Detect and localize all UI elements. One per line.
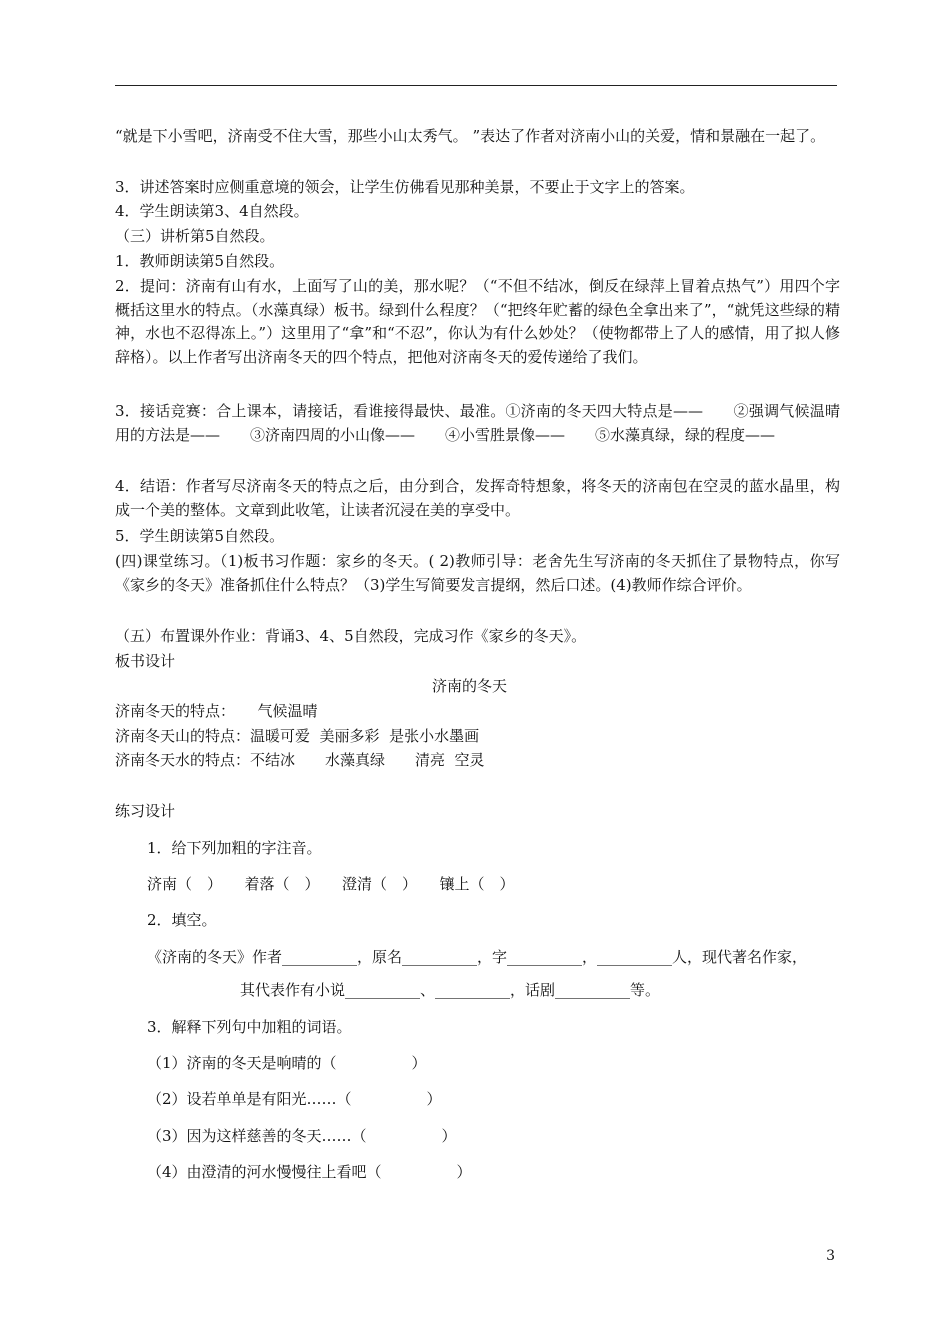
exercise-q3-item: （2）设若单单是有阳光……（ ） [147, 1090, 442, 1108]
exercise-q3-item: （1）济南的冬天是响晴的（ ） [147, 1054, 427, 1072]
exercise-q3: 3．解释下列句中加粗的词语。 [147, 1018, 352, 1036]
board-line-features: 济南冬天的特点： 气候温晴 [115, 702, 318, 720]
exercise-heading: 练习设计 [115, 802, 176, 820]
paragraph-step-4: 4．学生朗读第3、4自然段。 [115, 202, 309, 220]
paragraph-conclusion: 4．结语：作者写尽济南冬天的特点之后，由分到合，发挥奇特想象，将冬天的济南包在空灵的蓝水晶里，构成一个美的整体。文章到此收笔，让读者沉浸在美的享受中。 [115, 477, 840, 519]
exercise-q2-line2: 其代表作有小说__________、__________，话剧__________等。 [240, 981, 661, 999]
paragraph-question: 2．提问：济南有山有水，上面写了山的美，那水呢？（“不但不结冰，倒反在绿萍上冒着点热气”）用四个字概括这里水的特点。（水藻真绿）板书。绿到什么程度？（“把终年贮蓄的绿色全拿出来了”，“就凭这些绿的精神，水也不忍得冻上。”）这里用了“拿”和“不忍”，你认为有什么妙处？（使物都带上了人的感情，用了拟人修辞格）。以上作者写出济南冬天的四个特点，把他对济南冬天的爱传递给了我们。 [115, 277, 840, 366]
exercise-q2: 2．填空。 [147, 911, 217, 929]
page-number: 3 [826, 1248, 835, 1264]
paragraph-homework: （五）布置课外作业：背诵3、4、5自然段，完成习作《家乡的冬天》。 [115, 627, 587, 645]
exercise-q3-item: （4）由澄清的河水慢慢往上看吧（ ） [147, 1163, 472, 1181]
paragraph-teacher-read: 1．教师朗读第5自然段。 [115, 252, 285, 270]
paragraph-student-read: 5．学生朗读第5自然段。 [115, 527, 285, 545]
header-rule [115, 85, 837, 86]
board-line-mountains: 济南冬天山的特点：温暖可爱 美丽多彩 是张小水墨画 [115, 727, 480, 745]
paragraph-step-3: 3．讲述答案时应侧重意境的领会，让学生仿佛看见那种美景，不要止于文字上的答案。 [115, 178, 695, 196]
paragraph-classroom-practice: (四)课堂练习。（1)板书习作题：家乡的冬天。( 2)教师引导：老舍先生写济南的冬天抓住了景物特点，你写《家乡的冬天》准备抓住什么特点？（3)学生写简要发言提纲，然后口述。(4)教师作综合评价。 [115, 552, 840, 594]
exercise-q1-items: 济南（ ） 着落（ ） 澄清（ ） 镶上（ ） [147, 875, 515, 893]
board-line-water: 济南冬天水的特点：不结冰 水藻真绿 清亮 空灵 [115, 751, 485, 769]
board-design-heading: 板书设计 [115, 652, 176, 670]
exercise-q2-line1: 《济南的冬天》作者__________，原名__________，字__________，__________人，现代著名作家， [147, 948, 808, 966]
paragraph-relay-contest: 3．接话竞赛：合上课本，请接话，看谁接得最快、最准。①济南的冬天四大特点是—— ②强调气候温晴用的方法是—— ③济南四周的小山像—— ④小雪胜景像—— ⑤水藻真绿，绿的程度—— [115, 402, 840, 444]
exercise-q1: 1．给下列加粗的字注音。 [147, 839, 322, 857]
paragraph-quote-analysis: “就是下小雪吧，济南受不住大雪，那些小山太秀气。 ”表达了作者对济南小山的关爱，情和景融在一起了。 [115, 127, 826, 145]
board-title: 济南的冬天 [432, 677, 508, 695]
section-heading-3: （三）讲析第5自然段。 [115, 227, 275, 245]
exercise-q3-item: （3）因为这样慈善的冬天……（ ） [147, 1127, 457, 1145]
